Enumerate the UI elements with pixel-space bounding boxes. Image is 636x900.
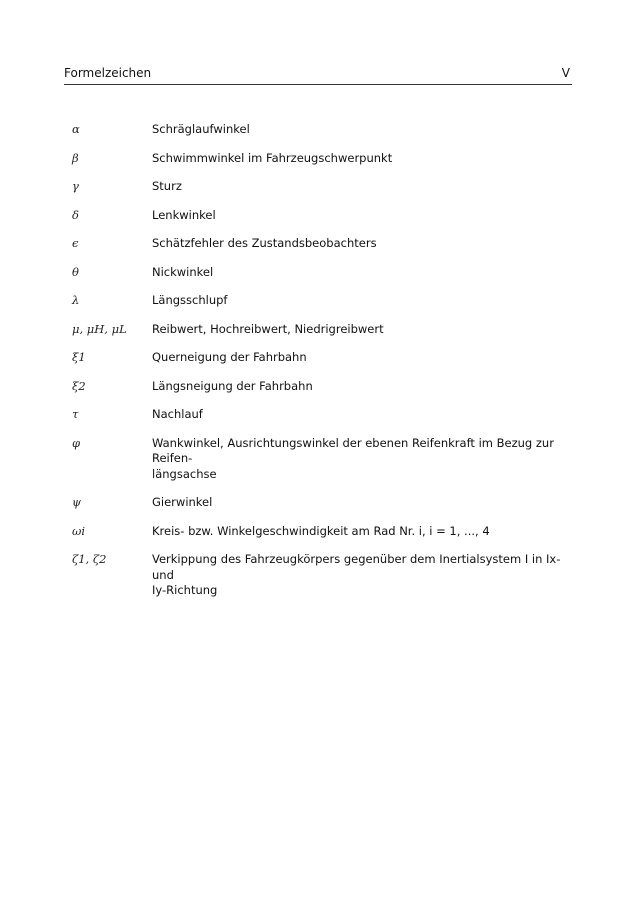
description-line: Wankwinkel, Ausrichtungswinkel der ebenen Reifenkraft im Bezug zur Reifen-	[152, 435, 554, 465]
symbol-description	[152, 379, 572, 395]
description-line: Längsneigung der Fahrbahn	[152, 378, 313, 393]
symbol: δ	[72, 207, 79, 222]
symbol-description	[152, 265, 572, 281]
symbol-entry	[72, 436, 572, 483]
symbol: α	[72, 122, 80, 136]
description-line: Nickwinkel	[152, 264, 214, 279]
description-line: Querneigung der Fahrbahn	[152, 350, 307, 364]
description-line: Schwimmwinkel im Fahrzeugschwerpunkt	[152, 150, 393, 165]
symbol-entry	[72, 179, 572, 195]
symbol-entry	[72, 122, 572, 138]
description-line: Reibwert, Hochreibwert, Niedrigreibwert	[152, 321, 384, 336]
symbol: θ	[72, 264, 79, 279]
description-line: Sturz	[152, 179, 182, 193]
header-title: Formelzeichen	[64, 66, 152, 80]
symbol-description	[152, 208, 572, 224]
symbol: ϵ	[72, 236, 79, 250]
symbol-entry	[72, 524, 572, 540]
symbol-description	[152, 524, 572, 540]
symbol-entry	[72, 265, 572, 281]
description-line: Längsschlupf	[152, 293, 228, 307]
symbol: γ	[72, 179, 79, 193]
description-line: längsachse	[152, 466, 217, 481]
symbol: ωi	[72, 523, 86, 538]
symbol-entry	[72, 322, 572, 338]
page-header	[64, 66, 572, 85]
description-line: Schräglaufwinkel	[152, 122, 250, 136]
symbol-description	[152, 350, 572, 366]
symbol-description	[152, 236, 572, 252]
symbol-description	[152, 436, 572, 483]
description-line: Lenkwinkel	[152, 207, 216, 222]
description-line: Schätzfehler des Zustandsbeobachters	[152, 236, 377, 250]
symbol: β	[72, 150, 79, 165]
symbol-entry	[72, 379, 572, 395]
symbol-description	[152, 552, 572, 599]
page-number: V	[561, 66, 570, 80]
symbol-entry	[72, 151, 572, 167]
symbol-entry	[72, 552, 572, 599]
description-line: Gierwinkel	[152, 495, 213, 509]
symbol-description	[152, 322, 572, 338]
description-line: Iy-Richtung	[152, 583, 218, 597]
symbol-entry	[72, 495, 572, 511]
symbol-description	[152, 495, 572, 511]
symbol-entry	[72, 350, 572, 366]
symbol-list	[72, 122, 572, 612]
description-line: Kreis- bzw. Winkelgeschwindigkeit am Rad Nr. i, i = 1, ..., 4	[152, 523, 490, 538]
symbol-description	[152, 122, 572, 138]
symbol: τ	[72, 407, 79, 421]
symbol: ζ1, ζ2	[72, 552, 107, 566]
symbol-entry	[72, 236, 572, 252]
symbol-description	[152, 407, 572, 423]
symbol-entry	[72, 293, 572, 309]
symbol-description	[152, 151, 572, 167]
symbol-description	[152, 293, 572, 309]
symbol: φ	[72, 435, 81, 450]
symbol: ξ1	[72, 350, 86, 364]
symbol: ψ	[72, 495, 82, 509]
description-line: Verkippung des Fahrzeugkörpers gegenüber dem Inertialsystem I in Ix- und	[152, 552, 561, 582]
symbol-entry	[72, 407, 572, 423]
description-line: Nachlauf	[152, 407, 203, 421]
symbol-description	[152, 179, 572, 195]
symbol: λ	[72, 293, 80, 307]
symbol: μ, μH, μL	[72, 321, 127, 336]
symbol: ξ2	[72, 378, 86, 393]
symbol-entry	[72, 208, 572, 224]
